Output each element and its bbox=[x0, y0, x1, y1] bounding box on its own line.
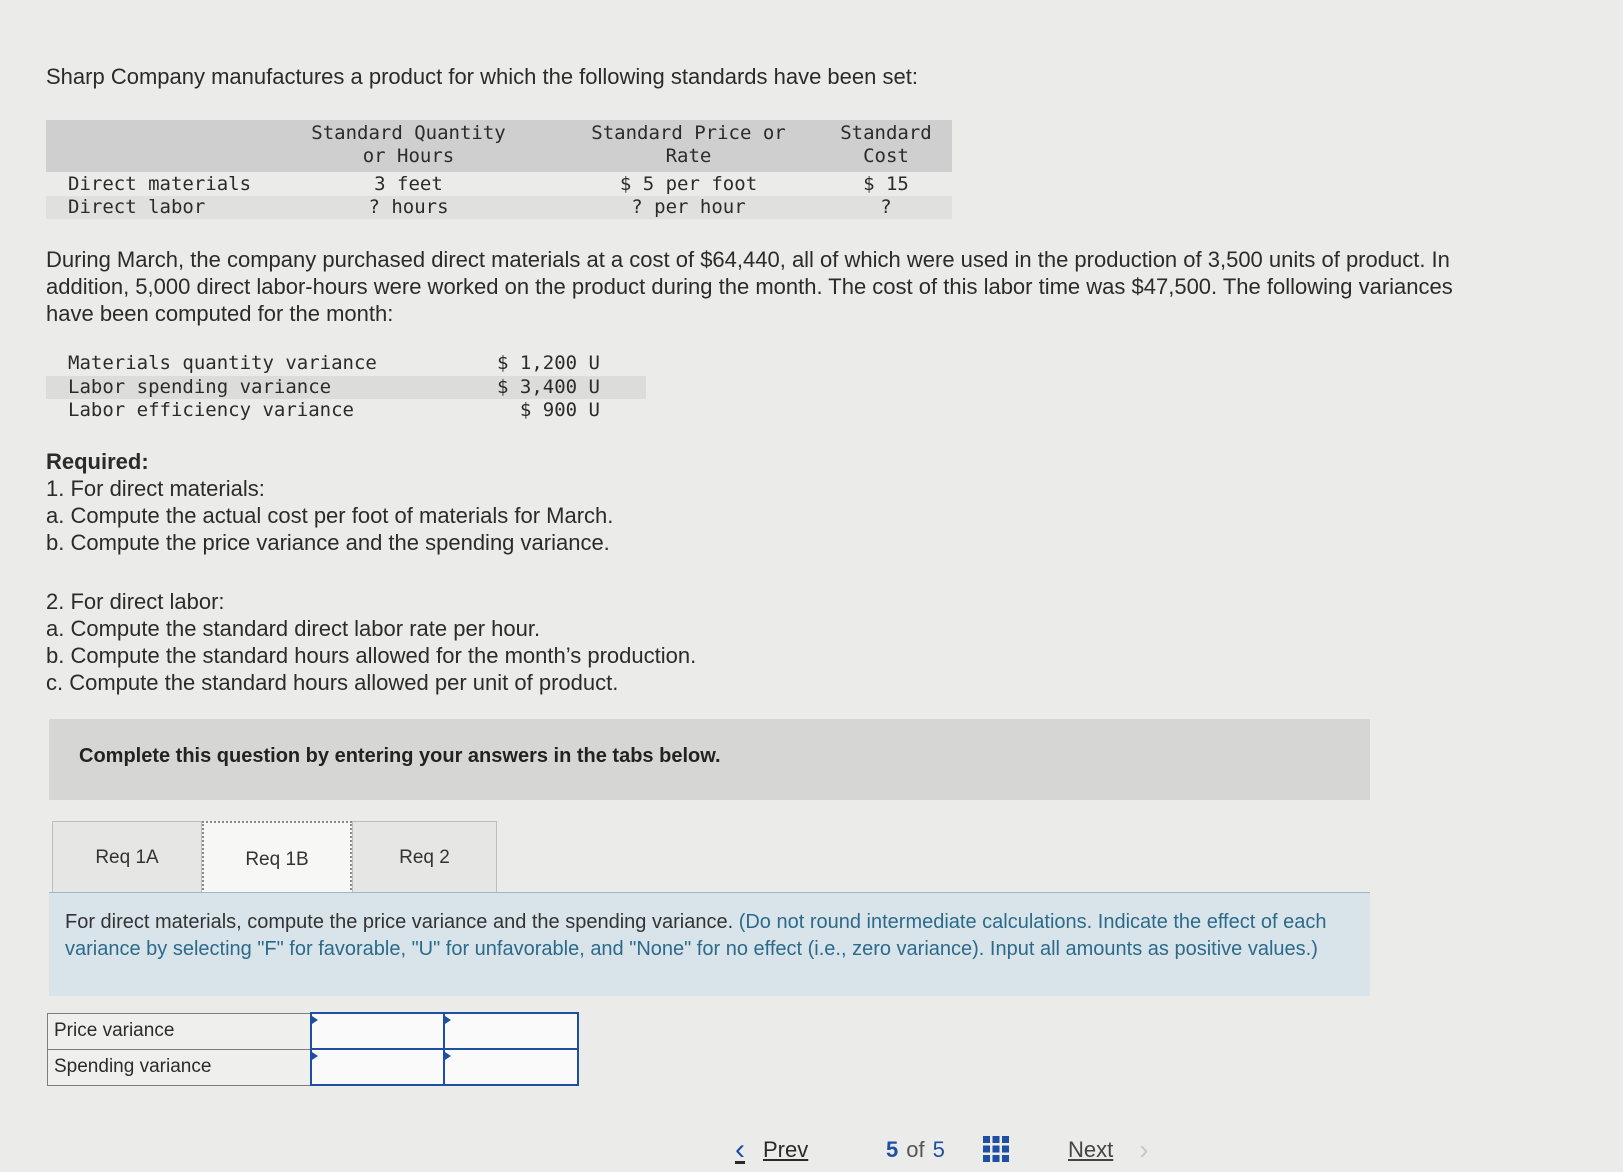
spending-variance-amount-input[interactable] bbox=[312, 1050, 444, 1084]
table-cell: ? hours bbox=[368, 196, 449, 218]
table-cell: ? per hour bbox=[631, 196, 746, 218]
prev-button[interactable] bbox=[735, 1135, 808, 1165]
grid-icon[interactable] bbox=[982, 1135, 1010, 1163]
chevron-left-icon: ‹ bbox=[735, 1133, 745, 1166]
row-label: Direct materials bbox=[68, 173, 252, 195]
required-line: c. Compute the standard hours allowed per unit of product. bbox=[46, 670, 619, 695]
current-page: 5 bbox=[886, 1137, 899, 1162]
price-variance-amount-input[interactable] bbox=[312, 1014, 444, 1048]
price-variance-amount-cell bbox=[311, 1013, 445, 1049]
panel-note: (Do not round intermediate calculations. Indicate the effect of each variance by selecting "F" for favorable, "U" for unfavorable, and "None" for no effect (i.e., zero variance). Input all amounts as positive values.) bbox=[65, 911, 1327, 960]
table-row bbox=[48, 1013, 579, 1049]
problem-paragraph: During March, the company purchased direct materials at a cost of $64,440, all of which were used in the production of 3,500 units of product. In addition, 5,000 direct labor-hours were worked on the product during the month. The cost of this labor time was $47,500. The following variances have been computed for the month: bbox=[46, 247, 1453, 326]
required-line: b. Compute the standard hours allowed for the month’s production. bbox=[46, 643, 697, 668]
spending-variance-label: Spending variance bbox=[48, 1049, 311, 1085]
instruction-box bbox=[49, 719, 1370, 800]
table-row bbox=[48, 1049, 579, 1085]
variance-label: Labor efficiency variance bbox=[68, 399, 354, 421]
next-button[interactable] bbox=[1068, 1135, 1149, 1165]
header-cell: Standard Price or bbox=[591, 122, 786, 144]
spending-variance-effect-select[interactable] bbox=[445, 1050, 577, 1084]
header-cell: Rate bbox=[665, 145, 712, 167]
standards-table bbox=[46, 120, 952, 220]
price-variance-effect-cell bbox=[444, 1013, 578, 1049]
variance-label: Labor spending variance bbox=[68, 376, 332, 398]
spending-variance-amount-cell bbox=[311, 1049, 445, 1085]
variance-value: $ 900 U bbox=[519, 399, 600, 421]
variance-label: Materials quantity variance bbox=[68, 352, 377, 374]
table-cell: 3 feet bbox=[374, 173, 443, 195]
panel-text: For direct materials, compute the price variance and the spending variance. bbox=[65, 911, 734, 933]
required-line: 1. For direct materials: bbox=[46, 476, 265, 501]
variance-value: $ 3,400 U bbox=[497, 376, 600, 398]
variance-value: $ 1,200 U bbox=[497, 352, 600, 374]
page-indicator bbox=[886, 1135, 945, 1165]
variances-table bbox=[46, 352, 646, 424]
total-pages: 5 bbox=[932, 1137, 945, 1162]
required-section bbox=[46, 448, 613, 556]
problem-intro: Sharp Company manufactures a product for which the following standards have been set: bbox=[46, 64, 918, 89]
price-variance-effect-select[interactable] bbox=[445, 1014, 577, 1048]
header-cell: Standard Quantity bbox=[311, 122, 506, 144]
table-cell: $ 5 per foot bbox=[619, 173, 758, 195]
chevron-right-icon: › bbox=[1139, 1134, 1149, 1165]
required-line: a. Compute the standard direct labor rate per hour. bbox=[46, 616, 541, 641]
table-cell: ? bbox=[880, 196, 892, 218]
required-part2 bbox=[46, 588, 696, 696]
header-cell: Cost bbox=[863, 145, 909, 167]
tab-req-1b[interactable]: Req 1B bbox=[202, 821, 352, 897]
header-cell: or Hours bbox=[362, 145, 455, 167]
required-line: b. Compute the price variance and the spending variance. bbox=[46, 530, 610, 555]
price-variance-label: Price variance bbox=[48, 1013, 311, 1049]
tab-req-1a[interactable]: Req 1A bbox=[52, 821, 202, 895]
prev-label: Prev bbox=[763, 1137, 809, 1162]
next-label: Next bbox=[1068, 1137, 1114, 1162]
instruction-text: Complete this question by entering your answers in the tabs below. bbox=[79, 745, 721, 767]
table-cell: $ 15 bbox=[863, 173, 909, 195]
answer-table bbox=[47, 1012, 579, 1086]
spending-variance-effect-cell bbox=[444, 1049, 578, 1085]
header-cell: Standard bbox=[840, 122, 932, 144]
question-panel bbox=[49, 892, 1370, 996]
row-label: Direct labor bbox=[68, 196, 206, 218]
required-line: a. Compute the actual cost per foot of materials for March. bbox=[46, 503, 614, 528]
tab-req-2[interactable]: Req 2 bbox=[352, 821, 497, 895]
required-line: 2. For direct labor: bbox=[46, 589, 225, 614]
required-title: Required: bbox=[46, 449, 149, 474]
page-of-label: of bbox=[906, 1137, 925, 1162]
